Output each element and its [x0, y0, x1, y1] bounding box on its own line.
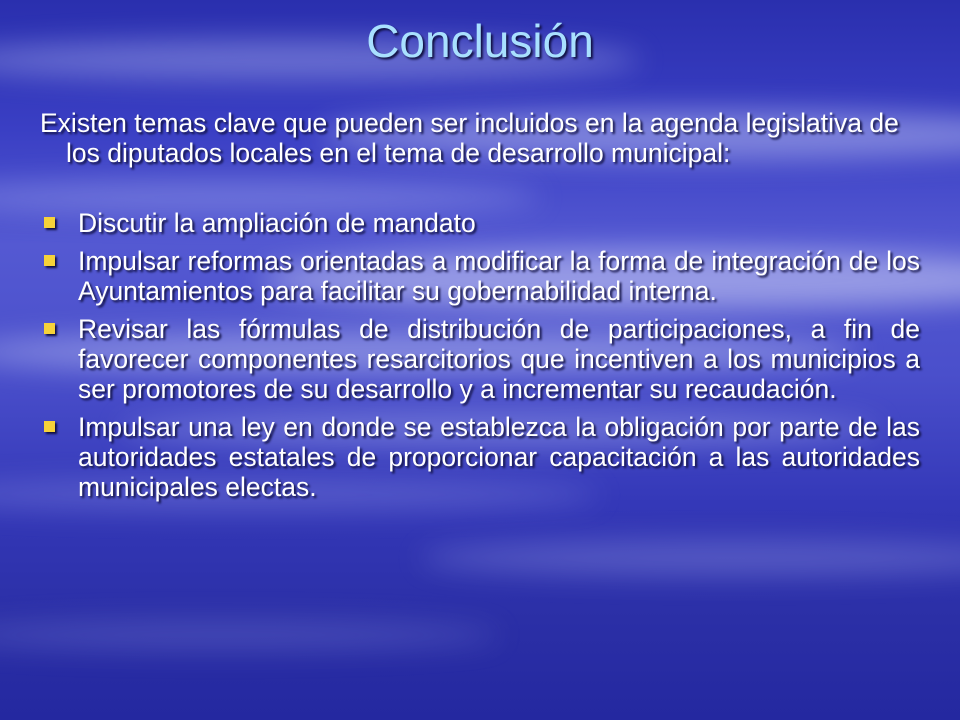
list-item [40, 314, 920, 404]
cloud-streak [0, 620, 500, 650]
bullet-text: Impulsar reformas orientadas a modificar la forma de integración de los Ayuntamientos para facilitar su gobernabilidad interna. [78, 246, 920, 306]
list-item [40, 412, 920, 502]
list-item [40, 208, 920, 238]
square-bullet-icon [44, 255, 55, 266]
bullet-text: Discutir la ampliación de mandato [78, 208, 476, 238]
intro-paragraph: Existen temas clave que pueden ser incluidos en la agenda legislativa de los diputados locales en el tema de desarrollo municipal: [40, 108, 899, 168]
list-item [40, 246, 920, 306]
bullet-list [40, 208, 920, 502]
cloud-streak [420, 540, 960, 576]
bullet-text: Impulsar una ley en donde se establezca la obligación por parte de las autoridades estatales de proporcionar capacitación a las autoridades municipales electas. [78, 412, 920, 502]
slide-title: Conclusión [366, 15, 594, 67]
bullet-text: Revisar las fórmulas de distribución de participaciones, a fin de favorecer componentes resarcitorios que incentiven a los municipios a ser promotores de su desarrollo y a incrementar su recaudación. [78, 314, 920, 404]
square-bullet-icon [44, 217, 55, 228]
square-bullet-icon [44, 421, 55, 432]
square-bullet-icon [44, 323, 55, 334]
slide-body [40, 108, 920, 510]
